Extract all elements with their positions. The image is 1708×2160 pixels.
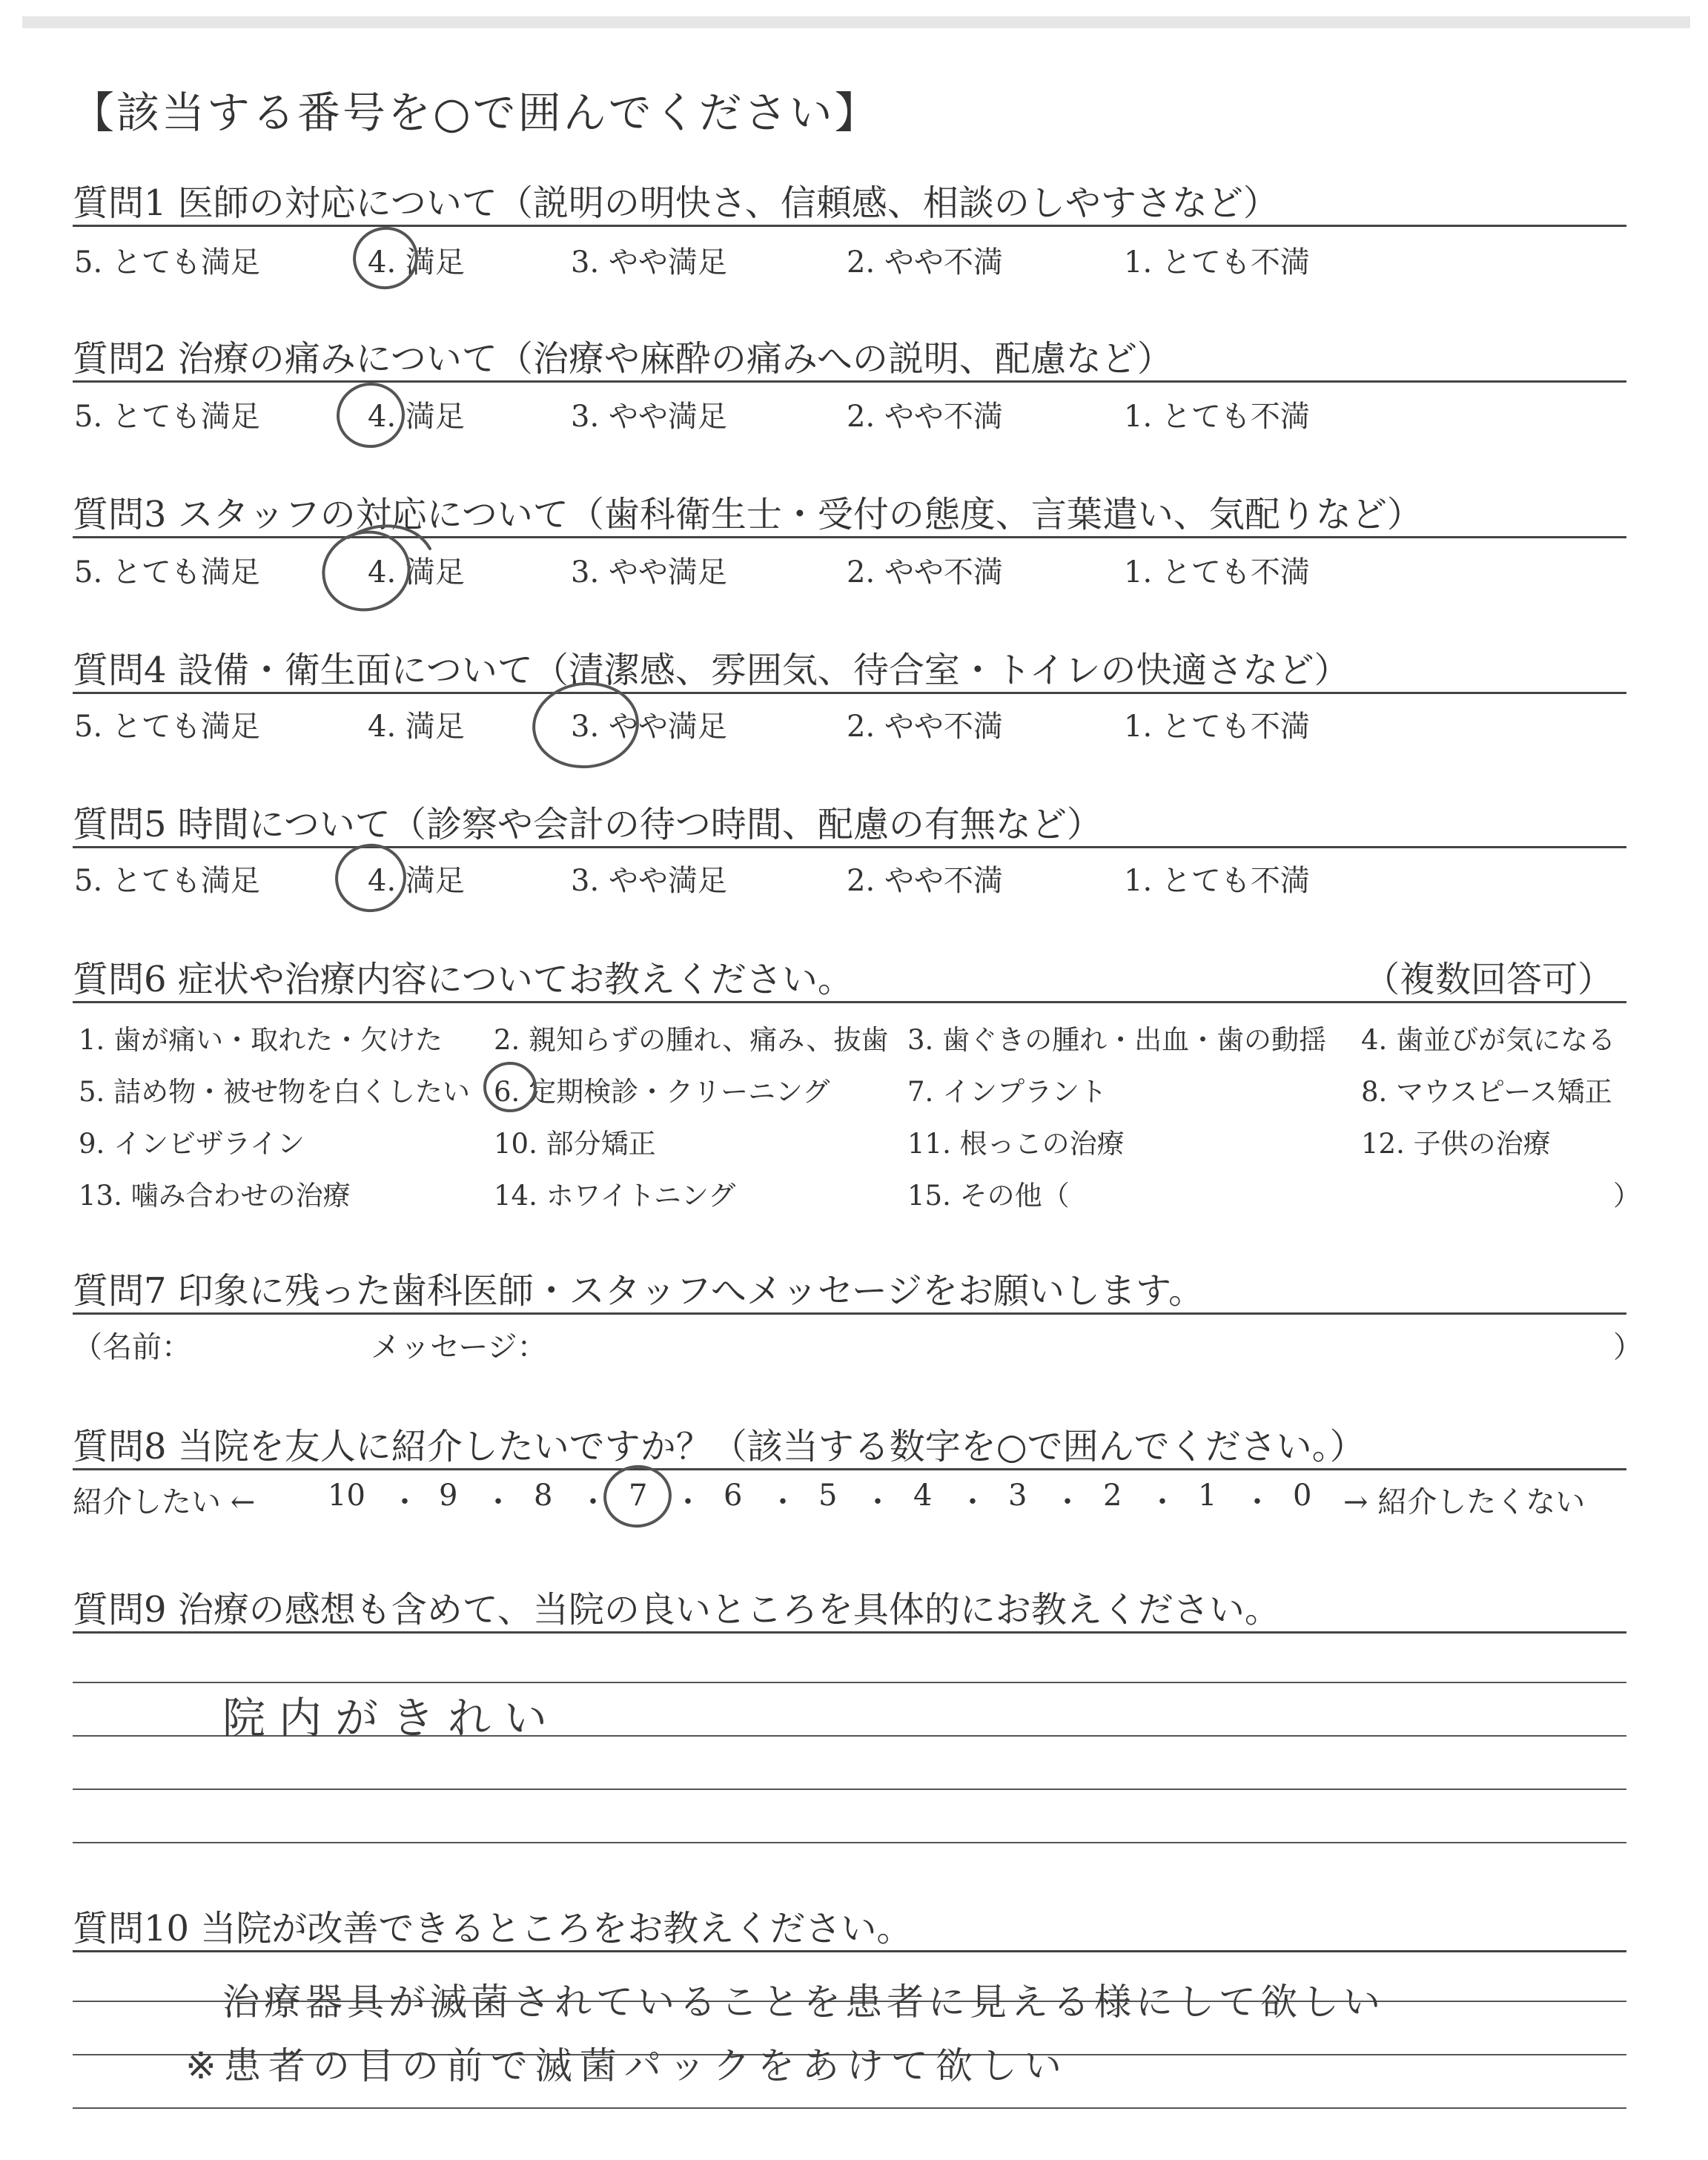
q6-item-13[interactable]: 13. 噛み合わせの治療 <box>79 1180 351 1212</box>
q8-scale-1[interactable]: 1 <box>1198 1479 1217 1513</box>
q5-option-1[interactable]: 1. とても不満 <box>1124 864 1310 898</box>
question-3-rule <box>73 536 1626 538</box>
q8-scale-3[interactable]: 3 <box>1008 1479 1027 1513</box>
q8-left-label: 紹介したい ← <box>73 1485 256 1519</box>
question-5-rule <box>73 846 1626 848</box>
question-2-label: 質問2 治療の痛みについて（治療や麻酔の痛みへの説明、配慮など） <box>73 338 1173 380</box>
q8-dot: ・ <box>390 1485 420 1519</box>
q8-scale-5[interactable]: 5 <box>818 1479 838 1513</box>
q9-answer-line <box>73 1842 1626 1843</box>
q4-option-2[interactable]: 2. やや不満 <box>847 710 1003 744</box>
q2-option-2[interactable]: 2. やや不満 <box>847 400 1003 434</box>
q1-option-4[interactable]: 4. 満足 <box>368 245 465 280</box>
q3-option-4[interactable]: 4. 満足 <box>368 555 465 589</box>
q2-option-4[interactable]: 4. 満足 <box>368 400 465 434</box>
q10-answer-line <box>73 2107 1626 2109</box>
question-3-label: 質問3 スタッフの対応について（歯科衛生士・受付の態度、言葉遣い、気配りなど） <box>73 494 1423 535</box>
q6-item-2[interactable]: 2. 親知らずの腫れ、痛み、抜歯 <box>494 1024 889 1056</box>
q8-scale-0[interactable]: 0 <box>1293 1479 1312 1513</box>
question-6-rule <box>73 1001 1626 1003</box>
q1-option-1[interactable]: 1. とても不満 <box>1124 245 1310 280</box>
question-1-rule <box>73 225 1626 227</box>
q8-scale-9[interactable]: 9 <box>439 1479 458 1513</box>
question-7-rule <box>73 1312 1626 1315</box>
q6-item-4[interactable]: 4. 歯並びが気になる <box>1361 1024 1616 1056</box>
q8-scale-2[interactable]: 2 <box>1103 1479 1122 1513</box>
q8-dot: ・ <box>578 1485 608 1519</box>
q5-option-5[interactable]: 5. とても満足 <box>74 864 260 898</box>
q2-option-3[interactable]: 3. やや満足 <box>571 400 727 434</box>
q8-dot: ・ <box>1242 1485 1272 1519</box>
q2-option-5[interactable]: 5. とても満足 <box>74 400 260 434</box>
question-2-rule <box>73 380 1626 383</box>
question-4-label: 質問4 設備・衛生面について（清潔感、雰囲気、待合室・トイレの快適さなど） <box>73 650 1350 691</box>
q3-option-5[interactable]: 5. とても満足 <box>74 555 260 589</box>
q6-item-1[interactable]: 1. 歯が痛い・取れた・欠けた <box>79 1024 443 1056</box>
q6-item-11[interactable]: 11. 根っこの治療 <box>907 1128 1125 1160</box>
question-6-label: 質問6 症状や治療内容についてお教えください。 <box>73 959 853 1000</box>
q10-handwritten-answer-line1[interactable]: 治療器具が滅菌されていることを患者に見える様にして欲しい <box>222 1981 1385 2024</box>
q6-other-close: ） <box>1613 1180 1641 1212</box>
q3-option-3[interactable]: 3. やや満足 <box>571 555 727 589</box>
q3-option-2[interactable]: 2. やや不満 <box>847 555 1003 589</box>
q1-option-2[interactable]: 2. やや不満 <box>847 245 1003 280</box>
q7-close-paren: ） <box>1613 1330 1643 1364</box>
q9-handwritten-answer[interactable]: 院内がきれい <box>222 1693 561 1743</box>
q10-handwritten-answer-line2[interactable]: ※患者の目の前で滅菌パックをあけて欲しい <box>185 2044 1069 2087</box>
q5-option-2[interactable]: 2. やや不満 <box>847 864 1003 898</box>
q4-option-3[interactable]: 3. やや満足 <box>571 710 727 744</box>
q4-option-1[interactable]: 1. とても不満 <box>1124 710 1310 744</box>
q1-option-5[interactable]: 5. とても満足 <box>74 245 260 280</box>
q8-dot: ・ <box>768 1485 798 1519</box>
question-8-rule <box>73 1468 1626 1470</box>
question-9-label: 質問9 治療の感想も含めて、当院の良いところを具体的にお教えください。 <box>73 1589 1280 1631</box>
q8-dot: ・ <box>1148 1485 1177 1519</box>
scan-top-edge <box>22 16 1690 28</box>
q5-option-4[interactable]: 4. 満足 <box>368 864 465 898</box>
q6-item-14[interactable]: 14. ホワイトニング <box>494 1180 736 1212</box>
question-5-label: 質問5 時間について（診察や会計の待つ時間、配慮の有無など） <box>73 804 1102 845</box>
q6-item-7[interactable]: 7. インプラント <box>907 1076 1108 1108</box>
q4-option-4[interactable]: 4. 満足 <box>368 710 465 744</box>
q6-item-15[interactable]: 15. その他（ <box>907 1180 1070 1212</box>
question-6-note: （複数回答可） <box>1364 959 1614 1000</box>
q8-scale-6[interactable]: 6 <box>724 1479 743 1513</box>
q6-item-12[interactable]: 12. 子供の治療 <box>1361 1128 1551 1160</box>
q8-scale-10[interactable]: 10 <box>328 1479 365 1513</box>
question-4-rule <box>73 692 1626 694</box>
question-7-label: 質問7 印象に残った歯科医師・スタッフへメッセージをお願いします。 <box>73 1270 1205 1312</box>
q8-dot: ・ <box>1053 1485 1082 1519</box>
question-9-rule <box>73 1631 1626 1634</box>
q7-message-label: メッセージ： <box>371 1330 547 1364</box>
q8-dot: ・ <box>863 1485 893 1519</box>
q5-option-3[interactable]: 3. やや満足 <box>571 864 727 898</box>
q3-option-1[interactable]: 1. とても不満 <box>1124 555 1310 589</box>
q6-item-5[interactable]: 5. 詰め物・被せ物を白くしたい <box>79 1076 471 1108</box>
question-10-rule <box>73 1950 1626 1952</box>
q4-option-5[interactable]: 5. とても満足 <box>74 710 260 744</box>
q8-dot: ・ <box>958 1485 987 1519</box>
q6-item-10[interactable]: 10. 部分矯正 <box>494 1128 656 1160</box>
q8-dot: ・ <box>483 1485 513 1519</box>
q2-option-1[interactable]: 1. とても不満 <box>1124 400 1310 434</box>
q1-option-3[interactable]: 3. やや満足 <box>571 245 727 280</box>
q6-item-6[interactable]: 6. 定期検診・クリーニング <box>494 1076 830 1108</box>
q8-scale-7[interactable]: 7 <box>629 1479 648 1513</box>
q6-item-9[interactable]: 9. インビザライン <box>79 1128 305 1160</box>
question-10-label: 質問10 当院が改善できるところをお教えください。 <box>73 1908 913 1949</box>
q6-item-3[interactable]: 3. 歯ぐきの腫れ・出血・歯の動揺 <box>907 1024 1327 1056</box>
question-8-label: 質問8 当院を友人に紹介したいですか？（該当する数字を○で囲んでください。） <box>73 1426 1366 1467</box>
q8-dot: ・ <box>673 1485 703 1519</box>
q8-scale-4[interactable]: 4 <box>913 1479 933 1513</box>
question-1-label: 質問1 医師の対応について（説明の明快さ、信頼感、相談のしやすさなど） <box>73 182 1279 224</box>
q8-scale-8[interactable]: 8 <box>534 1479 553 1513</box>
q8-right-label: → 紹介したくない <box>1343 1485 1586 1519</box>
q9-answer-line <box>73 1789 1626 1790</box>
q7-name-label: （名前： <box>73 1330 191 1364</box>
form-instruction-title: 【該当する番号を○で囲んでください】 <box>71 87 880 138</box>
q6-item-8[interactable]: 8. マウスピース矯正 <box>1361 1076 1612 1108</box>
